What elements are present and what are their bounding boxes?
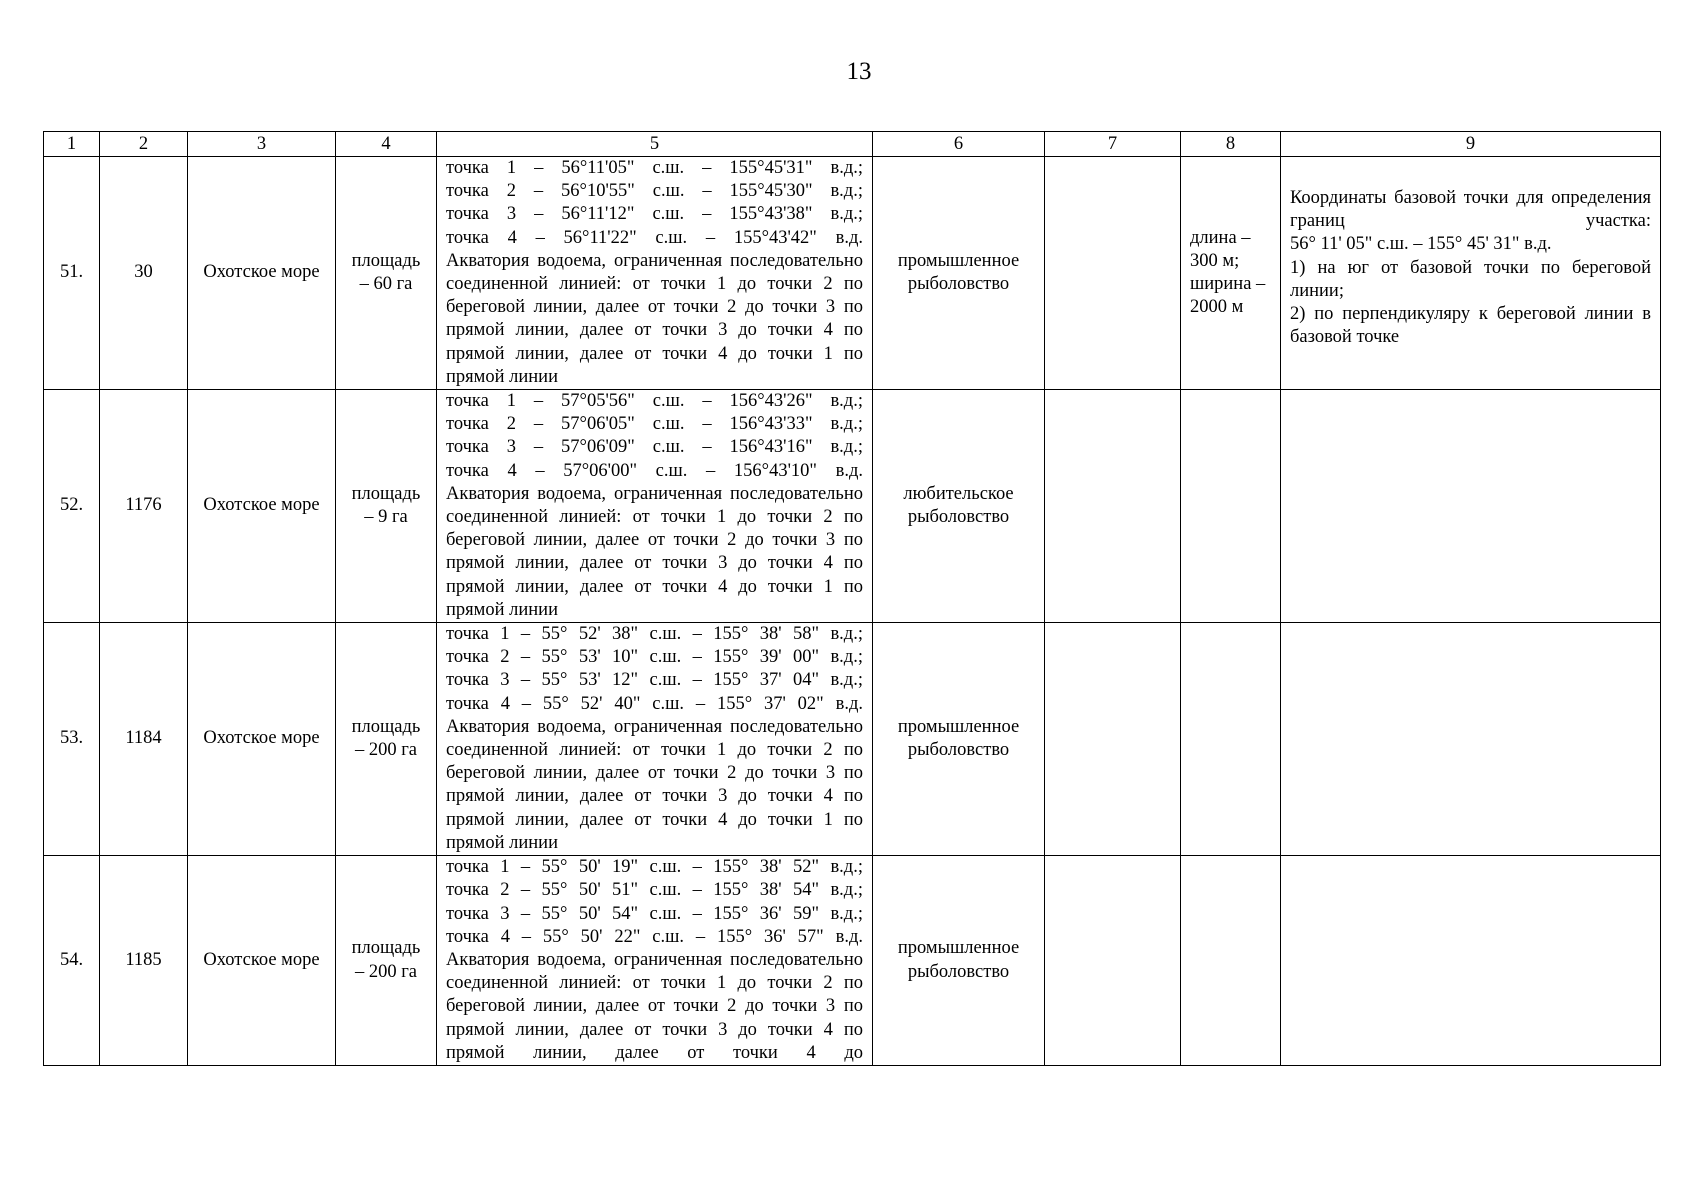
table-row	[44, 157, 1661, 390]
table-header-row	[44, 132, 1661, 157]
boundary-text: Акватория водоема, ограниченная последовательно соединенной линией: от точки 1 до точки 2 по береговой линии, далее от точки 2 до точки 3 по прямой линии, далее от точки 3 до точки 4 по прямой линии, далее от точки 4 до	[446, 949, 863, 1063]
base-point-note	[1281, 623, 1661, 856]
column-7-cell	[1045, 157, 1181, 390]
boundary-text: Акватория водоема, ограниченная последовательно соединенной линией: от точки 1 до точки 2 по береговой линии, далее от точки 2 до точки 3 по прямой линии, далее от точки 3 до точки 4 по прямой линии, далее от точки 4 до точки 1 по прямой линии	[446, 483, 863, 620]
boundary-description	[437, 390, 873, 623]
point-coordinates: точка 3 – 55° 53' 12" с.ш. – 155° 37' 04" в.д.;	[446, 670, 863, 691]
usage-purpose: промышленное рыболовство	[873, 623, 1045, 856]
boundary-description	[437, 623, 873, 856]
note-item: 1) на юг от базовой точки по береговой линии;	[1290, 257, 1651, 301]
water-body: Охотское море	[188, 623, 336, 856]
page-number: 13	[846, 58, 872, 85]
column-header: 9	[1281, 132, 1661, 157]
column-7-cell	[1045, 623, 1181, 856]
area-id: 1185	[100, 856, 188, 1066]
area-dimensions	[1181, 623, 1281, 856]
usage-purpose: промышленное рыболовство	[873, 157, 1045, 390]
column-7-cell	[1045, 856, 1181, 1066]
area-dimensions: длина – 300 м; ширина – 2000 м	[1181, 157, 1281, 390]
area-dimensions	[1181, 390, 1281, 623]
point-coordinates: точка 2 – 57°06'05" с.ш. – 156°43'33" в.д.;	[446, 414, 863, 435]
boundary-description	[437, 856, 873, 1066]
boundary-text: Акватория водоема, ограниченная последовательно соединенной линией: от точки 1 до точки 2 по береговой линии, далее от точки 2 до точки 3 по прямой линии, далее от точки 3 до точки 4 по прямой линии, далее от точки 4 до точки 1 по прямой линии	[446, 250, 863, 387]
point-coordinates: точка 1 – 57°05'56" с.ш. – 156°43'26" в.д.;	[446, 391, 863, 412]
note-item: 2) по перпендикуляру к береговой линии в базовой точке	[1290, 304, 1651, 348]
point-coordinates: точка 4 – 56°11'22" с.ш. – 155°43'42" в.д.	[446, 227, 863, 248]
row-number: 54.	[44, 856, 100, 1066]
table-row	[44, 623, 1661, 856]
area-id: 1176	[100, 390, 188, 623]
table-row	[44, 856, 1661, 1066]
row-number: 52.	[44, 390, 100, 623]
boundary-text: Акватория водоема, ограниченная последовательно соединенной линией: от точки 1 до точки 2 по береговой линии, далее от точки 2 до точки 3 по прямой линии, далее от точки 3 до точки 4 по прямой линии, далее от точки 4 до точки 1 по прямой линии	[446, 716, 863, 853]
column-header: 1	[44, 132, 100, 157]
usage-purpose: промышленное рыболовство	[873, 856, 1045, 1066]
column-header: 5	[437, 132, 873, 157]
area-id: 1184	[100, 623, 188, 856]
water-body: Охотское море	[188, 856, 336, 1066]
area-size: площадь – 9 га	[336, 390, 437, 623]
base-point-coordinates: 56° 11' 05" с.ш. – 155° 45' 31" в.д.	[1290, 234, 1552, 255]
water-body: Охотское море	[188, 157, 336, 390]
point-coordinates: точка 4 – 55° 52' 40" с.ш. – 155° 37' 02" в.д.	[446, 693, 863, 714]
column-7-cell	[1045, 390, 1181, 623]
usage-purpose: любительское рыболовство	[873, 390, 1045, 623]
point-coordinates: точка 3 – 55° 50' 54" с.ш. – 155° 36' 59" в.д.;	[446, 903, 863, 924]
point-coordinates: точка 1 – 55° 52' 38" с.ш. – 155° 38' 58" в.д.;	[446, 624, 863, 645]
column-header: 3	[188, 132, 336, 157]
point-coordinates: точка 2 – 56°10'55" с.ш. – 155°45'30" в.д.;	[446, 181, 863, 202]
area-size: площадь – 200 га	[336, 623, 437, 856]
row-number: 53.	[44, 623, 100, 856]
area-id: 30	[100, 157, 188, 390]
column-header: 4	[336, 132, 437, 157]
column-header: 7	[1045, 132, 1181, 157]
area-dimensions	[1181, 856, 1281, 1066]
table-row	[44, 390, 1661, 623]
column-header: 6	[873, 132, 1045, 157]
point-coordinates: точка 4 – 57°06'00" с.ш. – 156°43'10" в.д.	[446, 460, 863, 481]
column-header: 8	[1181, 132, 1281, 157]
base-point-note	[1281, 157, 1661, 390]
water-body: Охотское море	[188, 390, 336, 623]
note-line: Координаты базовой точки для определения границ участка:	[1290, 188, 1651, 232]
point-coordinates: точка 2 – 55° 53' 10" с.ш. – 155° 39' 00" в.д.;	[446, 647, 863, 668]
column-header: 2	[100, 132, 188, 157]
point-coordinates: точка 1 – 56°11'05" с.ш. – 155°45'31" в.д.;	[446, 158, 863, 178]
point-coordinates: точка 2 – 55° 50' 51" с.ш. – 155° 38' 54" в.д.;	[446, 880, 863, 901]
point-coordinates: точка 3 – 57°06'09" с.ш. – 156°43'16" в.д.;	[446, 437, 863, 458]
point-coordinates: точка 4 – 55° 50' 22" с.ш. – 155° 36' 57" в.д.	[446, 926, 863, 947]
area-size: площадь – 200 га	[336, 856, 437, 1066]
area-size: площадь – 60 га	[336, 157, 437, 390]
base-point-note	[1281, 390, 1661, 623]
base-point-note	[1281, 856, 1661, 1066]
row-number: 51.	[44, 157, 100, 390]
point-coordinates: точка 3 – 56°11'12" с.ш. – 155°43'38" в.д.;	[446, 204, 863, 225]
fishing-areas-table	[43, 131, 1661, 1066]
boundary-description	[437, 157, 873, 390]
point-coordinates: точка 1 – 55° 50' 19" с.ш. – 155° 38' 52" в.д.;	[446, 857, 863, 878]
